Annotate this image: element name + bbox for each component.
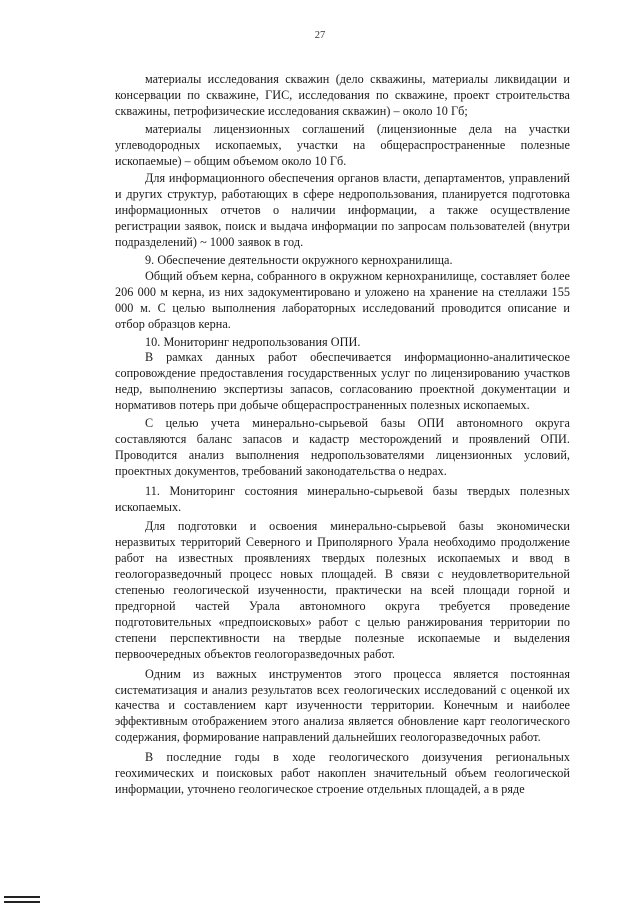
document-body: [115, 72, 570, 800]
section-heading-solid-minerals: 11. Мониторинг состояния минерально-сырьевой базы твердых полезных ископаемых.: [115, 483, 570, 514]
paragraph-information-support: Для информационного обеспечения органов власти, департаментов, управлений и других структур, работающих в сфере недропользования, планируется подготовка информационных отчетов о наличии информации, а также осуществление регистрации заявок, поиск и выдача информации по запросам пользователей (внутри подразделений) ~ 1000 заявок в год.: [115, 171, 570, 250]
paragraph-well-materials: материалы исследования скважин (дело скважины, материалы ликвидации и консервации по скважине, ГИС, исследования по скважине, проект строительства скважины, петрофизические исследования скважин) – около 10 Гб;: [115, 72, 570, 118]
paragraph-opi-balance: С целью учета минерально-сырьевой базы ОПИ автономного округа составляются баланс запасов и кадастр месторождений и проявлений ОПИ. Проводится анализ выполнения недропользователями лицензионных условий, проектных документов, требований законодательства о недрах.: [115, 416, 570, 478]
paragraph-systematization: Одним из важных инструментов этого процесса является постоянная систематизация и анализ результатов всех геологических исследований с оценкой их качества и составлением карт изученности территории. Конечным и наиболее эффективным отображением этого анализа является обновление карт геологического содержания, формирование направлений дальнейших геологоразведочных работ.: [115, 666, 570, 745]
paragraph-recent-years: В последние годы в ходе геологического доизучения региональных геохимических и поисковых работ накоплен значительный объем геологической информации, уточнено геологическое строение отдельных площадей, а в ряде: [115, 750, 570, 796]
section-heading-opi-monitoring: 10. Мониторинг недропользования ОПИ.: [145, 334, 361, 349]
paragraph-ural-development: Для подготовки и освоения минерально-сырьевой базы экономически неразвитых территорий Северного и Приполярного Урала необходимо продолжение работ на известных проявлениях твердых полезных ископаемых и ввод в геологоразведочный процесс новых площадей. В связи с неудовлетворительной степенью геологической изученности, практически на всей площади горной и предгорной частей Урала автономного округа требуется проведение подготовительных «предпоисковых» работ с целью ранжирования территории по степени перспективности на твердые полезные ископаемые и выделения первоочередных объектов геологоразведочных работ.: [115, 519, 570, 661]
paragraph-opi-support: В рамках данных работ обеспечивается информационно-аналитическое сопровождение предоставления государственных услуг по лицензированию участков недр, выполнению экспертизы запасов, согласованию проектной документации и нормативов потерь при добыче общераспространенных полезных ископаемых.: [115, 350, 570, 413]
scan-edge-mark: [4, 901, 40, 903]
paragraph-license-materials: материалы лицензионных соглашений (лицензионные дела на участки углеводородных ископаемых, участки на общераспространенные полезные ископаемые) – общим объемом около 10 Гб.: [115, 121, 570, 168]
section-heading-core-storage: 9. Обеспечение деятельности окружного кернохранилища.: [145, 252, 453, 267]
scan-edge-mark: [4, 896, 40, 898]
paragraph-core-volume: Общий объем керна, собранного в окружном кернохранилище, составляет более 206 000 м керна, из них задокументировано и уложено на хранение на стеллажи 155 000 м. С целью выполнения лабораторных исследований проводится описание и отбор образцов керна.: [115, 268, 570, 331]
page-number: 27: [314, 30, 326, 41]
